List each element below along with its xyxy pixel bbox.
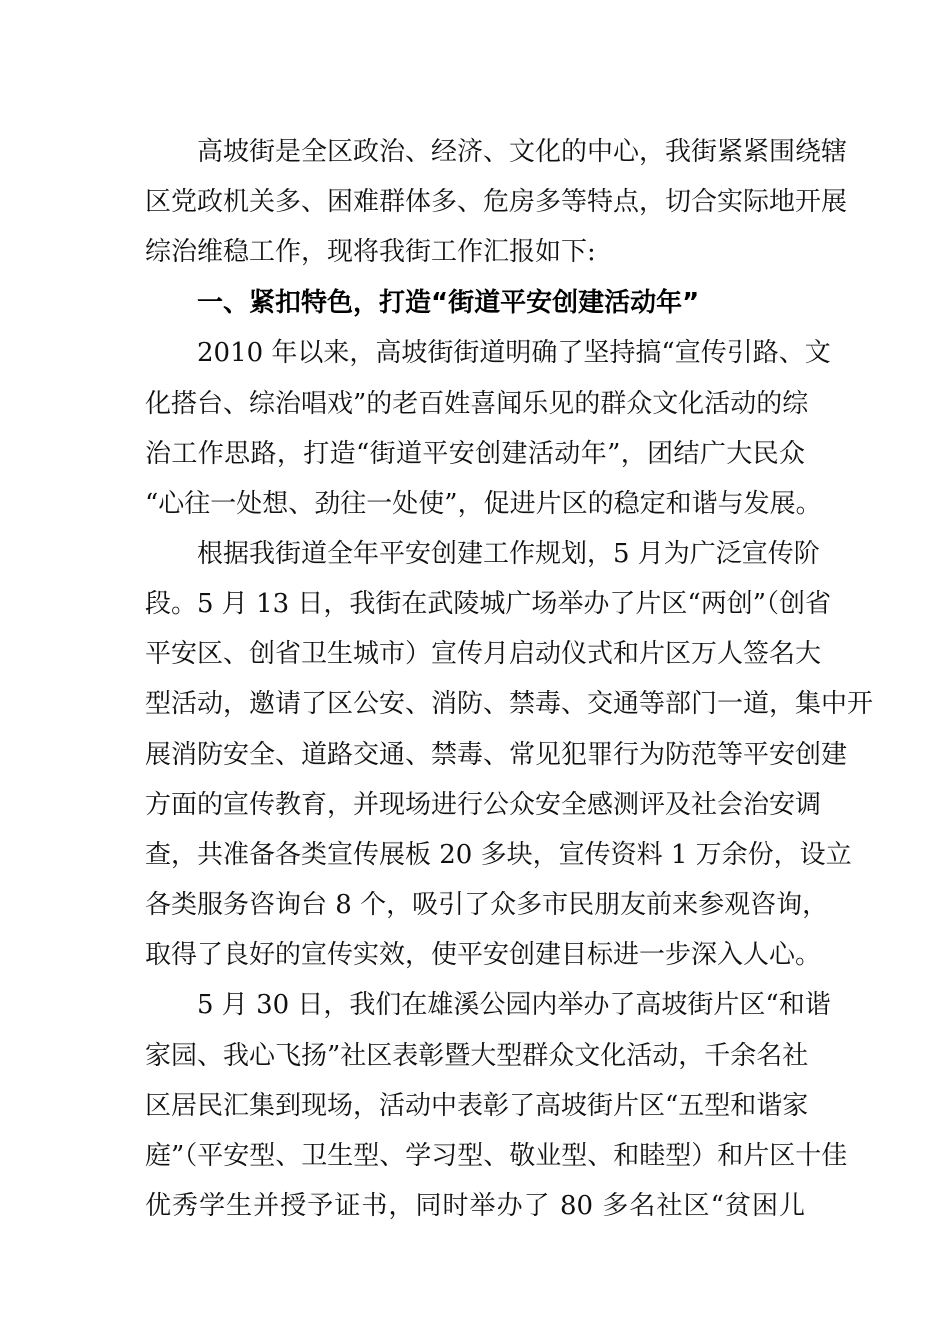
para2-line-2: 段。5 月 13 日，我街在武陵城广场举办了片区“两创”（创省 (145, 589, 832, 619)
intro-line-1: 高坡街是全区政治、经济、文化的中心，我街紧紧围绕辖 (197, 137, 848, 167)
para3-line-3: 区居民汇集到现场，活动中表彰了高坡街片区“五型和谐家 (145, 1091, 809, 1121)
para1-line-3: 治工作思路，打造“街道平安创建活动年”，团结广大民众 (145, 439, 805, 469)
intro-line-3: 综治维稳工作，现将我街工作汇报如下: (145, 237, 596, 267)
para2-line-7: 查，共准备各类宣传展板 20 多块，宣传资料 1 万余份，设立 (145, 840, 852, 870)
para2-line-3: 平安区、创省卫生城市）宣传月启动仪式和片区万人签名大 (145, 639, 822, 669)
para3-line-2: 家园、我心飞扬”社区表彰暨大型群众文化活动，千余名社 (145, 1041, 809, 1071)
para1-line-4: “心往一处想、劲往一处使”，促进片区的稳定和谐与发展。 (145, 489, 822, 519)
para3-line-5: 优秀学生并授予证书，同时举办了 80 多名社区“贫困儿 (145, 1191, 805, 1221)
para2-line-5: 展消防安全、道路交通、禁毒、常见犯罪行为防范等平安创建 (145, 740, 848, 770)
para2-line-4: 型活动，邀请了区公安、消防、禁毒、交通等部门一道，集中开 (145, 689, 874, 719)
para1-line-2: 化搭台、综治唱戏”的老百姓喜闻乐见的群众文化活动的综 (145, 389, 809, 419)
para3-line-4: 庭”（平安型、卫生型、学习型、敬业型、和睦型）和片区十佳 (145, 1141, 848, 1171)
para2-line-1: 根据我街道全年平安创建工作规划，5 月为广泛宣传阶 (197, 539, 820, 569)
para3-line-1: 5 月 30 日，我们在雄溪公园内举办了高坡街片区“和谐 (197, 990, 831, 1020)
para2-line-8: 各类服务咨询台 8 个，吸引了众多市民朋友前来参观咨询， (145, 890, 829, 920)
para1-line-1: 2010 年以来，高坡街街道明确了坚持搞“宣传引路、文 (197, 338, 831, 368)
para2-line-9: 取得了良好的宣传实效，使平安创建目标进一步深入人心。 (145, 940, 822, 970)
section-heading-1: 一、紧扣特色，打造“街道平安创建活动年” (197, 288, 700, 318)
para2-line-6: 方面的宣传教育，并现场进行公众安全感测评及社会治安调 (145, 790, 822, 820)
intro-line-2: 区党政机关多、困难群体多、危房多等特点，切合实际地开展 (145, 187, 848, 217)
